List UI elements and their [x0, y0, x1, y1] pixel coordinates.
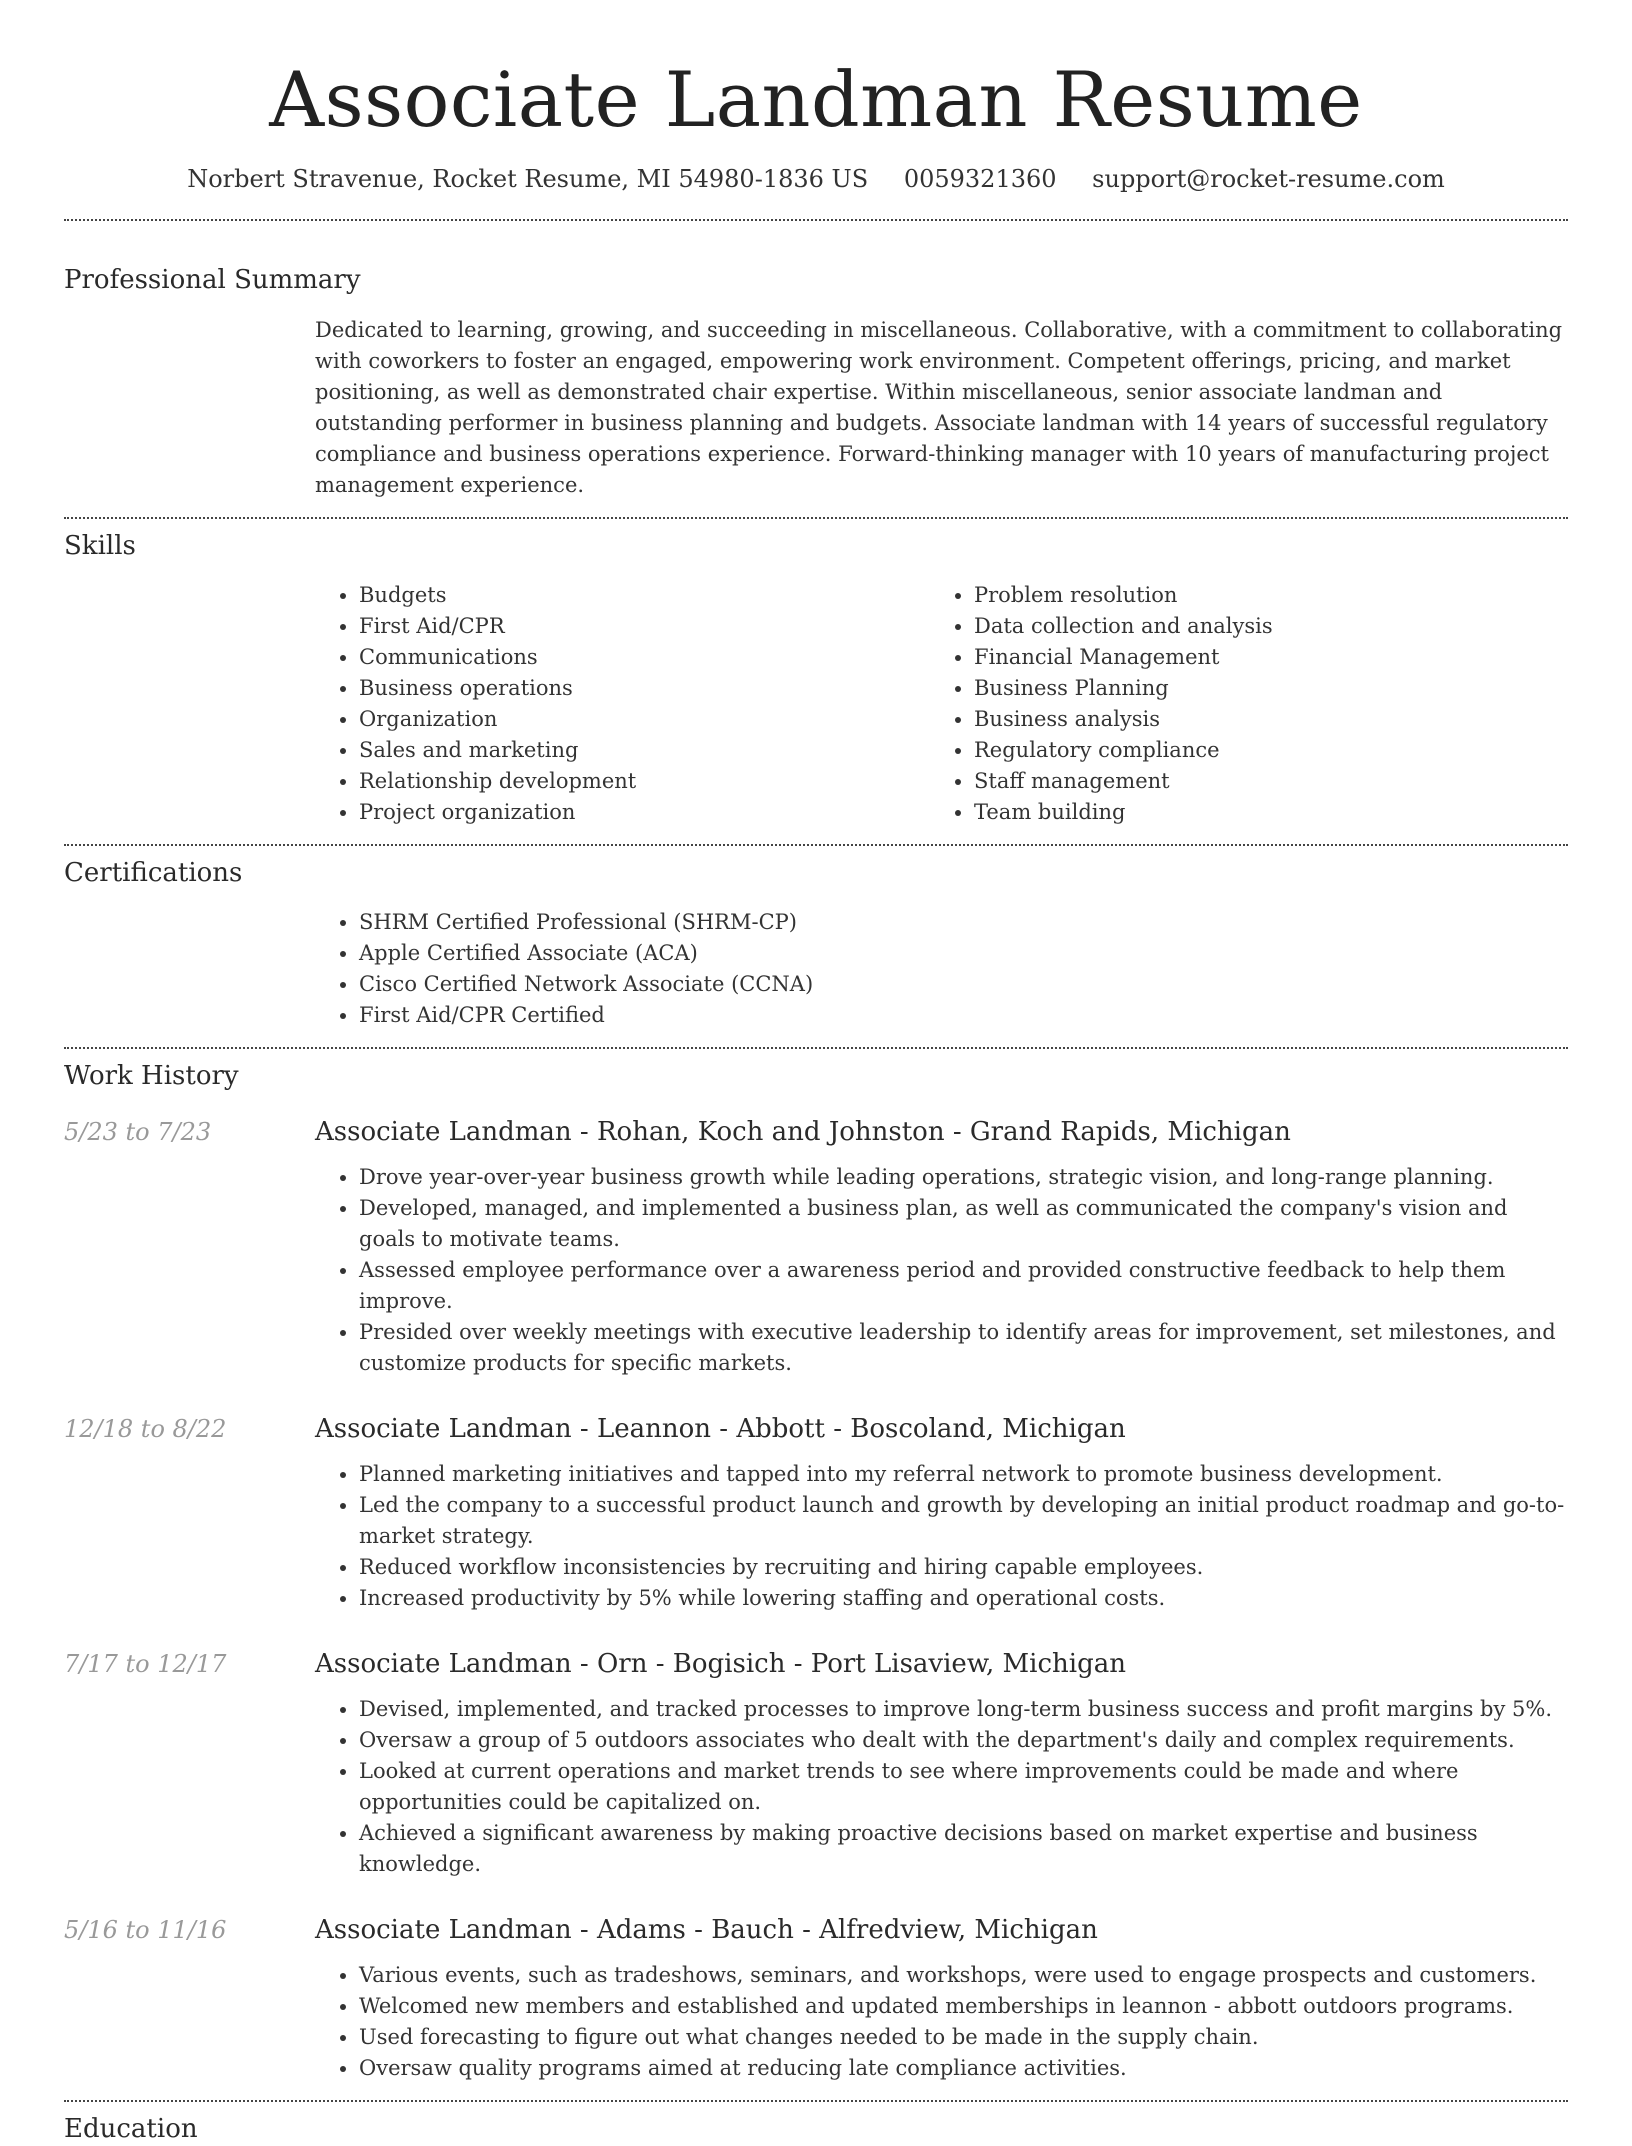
- skill-item: • Data collection and analysis: [974, 611, 1545, 642]
- skill-item: • Financial Management: [974, 642, 1545, 673]
- job-bullet: • Presided over weekly meetings with executive leadership to identify areas for improvement, set milestones, and customize products for specific markets.: [359, 1317, 1568, 1379]
- contact-address: Norbert Stravenue, Rocket Resume, MI 54980-1836 US: [187, 165, 869, 193]
- certifications-heading: Certifications: [64, 858, 243, 888]
- summary-heading: Professional Summary: [64, 265, 361, 295]
- skill-item: • Budgets: [359, 580, 930, 611]
- job-bullet: • Assessed employee performance over a awareness period and provided constructive feedback to help them improve.: [359, 1255, 1568, 1317]
- job-bullet: • Increased productivity by 5% while lowering staffing and operational costs.: [359, 1583, 1568, 1614]
- job-entry: [64, 1412, 1568, 1614]
- skill-item: • Relationship development: [359, 766, 930, 797]
- job-bullet: • Welcomed new members and established and updated memberships in leannon - abbott outdoors programs.: [359, 1991, 1568, 2022]
- section-divider: [64, 1047, 1568, 1049]
- skills-list: [315, 580, 1568, 828]
- section-divider: [64, 844, 1568, 846]
- certifications-list: [315, 907, 1568, 1031]
- contact-line: [64, 162, 1568, 196]
- resume-page: [64, 0, 1568, 2146]
- job-bullet: • Developed, managed, and implemented a business plan, as well as communicated the company's vision and goals to motivate teams.: [359, 1193, 1568, 1255]
- job-bullet: • Achieved a significant awareness by making proactive decisions based on market expertise and business knowledge.: [359, 1818, 1568, 1880]
- skill-item: • Project organization: [359, 797, 930, 828]
- skill-item: • Organization: [359, 704, 930, 735]
- skill-item: • Team building: [974, 797, 1545, 828]
- work-history-heading: Work History: [64, 1061, 239, 1091]
- job-dates: 7/17 to 12/17: [64, 1650, 227, 1678]
- section-divider: [64, 517, 1568, 519]
- skill-item: • Regulatory compliance: [974, 735, 1545, 766]
- contact-email: support@rocket-resume.com: [1092, 165, 1445, 193]
- job-bullet: • Devised, implemented, and tracked processes to improve long-term business success and profit margins by 5%.: [359, 1694, 1568, 1725]
- job-bullet: • Various events, such as tradeshows, seminars, and workshops, were used to engage prospects and customers.: [359, 1960, 1568, 1991]
- skill-item: • Communications: [359, 642, 930, 673]
- education-heading: Education: [64, 2114, 198, 2144]
- job-title: Associate Landman - Orn - Bogisich - Port Lisaview, Michigan: [315, 1649, 1126, 1679]
- skills-heading: Skills: [64, 531, 136, 561]
- job-bullet: • Used forecasting to figure out what changes needed to be made in the supply chain.: [359, 2022, 1568, 2053]
- job-bullet: • Reduced workflow inconsistencies by recruiting and hiring capable employees.: [359, 1552, 1568, 1583]
- certification-item: • Apple Certified Associate (ACA): [359, 938, 1568, 969]
- job-bullet: • Drove year-over-year business growth while leading operations, strategic vision, and long-range planning.: [359, 1162, 1568, 1193]
- section-divider: [64, 2100, 1568, 2102]
- skill-item: • Sales and marketing: [359, 735, 930, 766]
- summary-text: Dedicated to learning, growing, and succeeding in miscellaneous. Collaborative, with a commitment to collaborating with coworkers to foster an engaged, empowering work environment. Competent offerings, pricing, and market positioning, as well as demonstrated chair expertise. Within miscellaneous, senior associate landman and outstanding performer in business planning and budgets. Associate landman with 14 years of successful regulatory compliance and business operations experience. Forward-thinking manager with 10 years of manufacturing project management experience.: [315, 318, 1563, 497]
- skills-column-left: [315, 580, 930, 828]
- job-title: Associate Landman - Rohan, Koch and Johnston - Grand Rapids, Michigan: [315, 1117, 1291, 1147]
- certification-item: • First Aid/CPR Certified: [359, 1000, 1568, 1031]
- certification-item: • Cisco Certified Network Associate (CCNA): [359, 969, 1568, 1000]
- resume-title: Associate Landman Resume: [269, 55, 1363, 144]
- skill-item: • First Aid/CPR: [359, 611, 930, 642]
- skill-item: • Staff management: [974, 766, 1545, 797]
- job-title: Associate Landman - Adams - Bauch - Alfredview, Michigan: [315, 1915, 1098, 1945]
- contact-phone: 0059321360: [903, 165, 1057, 193]
- job-bullet: • Oversaw quality programs aimed at reducing late compliance activities.: [359, 2053, 1568, 2084]
- job-bullet: • Looked at current operations and market trends to see where improvements could be made and where opportunities could be capitalized on.: [359, 1756, 1568, 1818]
- job-entry: [64, 1913, 1568, 2084]
- skill-item: • Problem resolution: [974, 580, 1545, 611]
- job-title: Associate Landman - Leannon - Abbott - Boscoland, Michigan: [315, 1414, 1126, 1444]
- job-entry: [64, 1115, 1568, 1379]
- skills-column-right: [930, 580, 1545, 828]
- skill-item: • Business analysis: [974, 704, 1545, 735]
- job-bullet: • Led the company to a successful product launch and growth by developing an initial product roadmap and go-to-market strategy.: [359, 1490, 1568, 1552]
- job-entry: [64, 1647, 1568, 1880]
- skill-item: • Business operations: [359, 673, 930, 704]
- section-divider: [64, 219, 1568, 221]
- certification-item: • SHRM Certified Professional (SHRM-CP): [359, 907, 1568, 938]
- job-bullet: • Oversaw a group of 5 outdoors associates who dealt with the department's daily and complex requirements.: [359, 1725, 1568, 1756]
- skill-item: • Business Planning: [974, 673, 1545, 704]
- job-dates: 5/23 to 7/23: [64, 1118, 212, 1146]
- job-bullet: • Planned marketing initiatives and tapped into my referral network to promote business development.: [359, 1459, 1568, 1490]
- job-dates: 5/16 to 11/16: [64, 1916, 227, 1944]
- job-dates: 12/18 to 8/22: [64, 1415, 227, 1443]
